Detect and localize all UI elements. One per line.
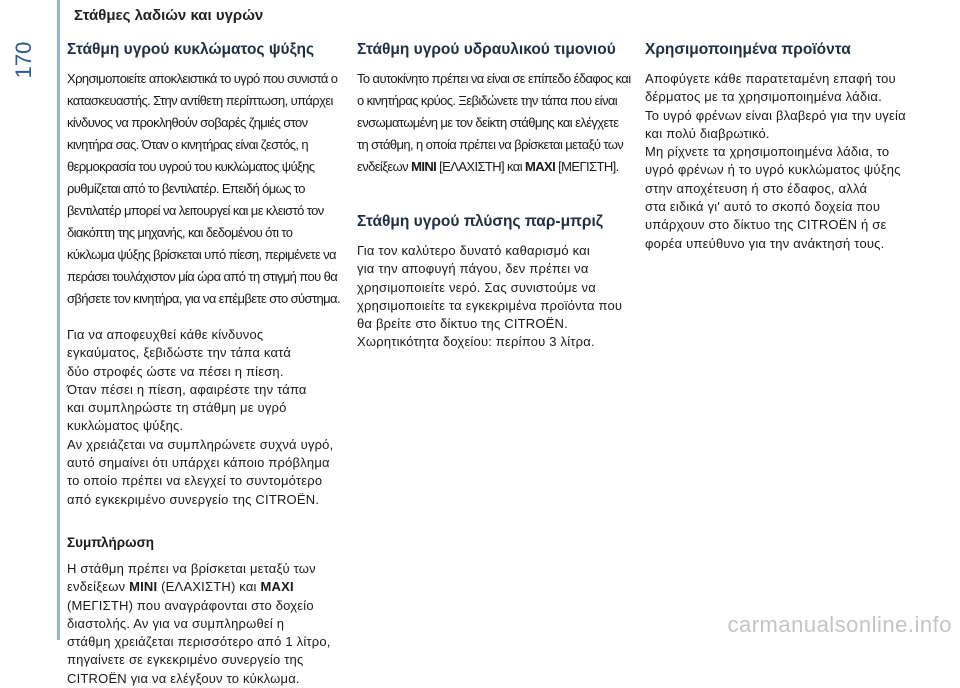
text-line: Αποφύγετε κάθε παρατεταμένη επαφή του <box>645 71 896 86</box>
text-line: Το υγρό φρένων είναι βλαβερό για την υγεία <box>645 107 906 123</box>
section-header: Στάθμες λαδιών και υγρών <box>74 7 264 24</box>
text-line: στην αποχέτευση ή στο έδαφος, αλλά <box>645 180 868 196</box>
coolant-title: Στάθμη υγρού κυκλώματος ψύξης <box>67 41 315 58</box>
text-line: θα βρείτε στο δίκτυο της CITROËN. <box>357 316 568 332</box>
text-line: τη στάθμη, η οποία πρέπει να βρίσκεται μεταξύ των <box>357 137 624 152</box>
text-line: και συμπληρώστε τη στάθμη με υγρό <box>67 400 287 416</box>
coolant-instructions <box>67 326 342 509</box>
text-line: εγκαύματος, ξεβιδώστε την τάπα κατά <box>67 345 292 361</box>
text-line: Όταν πέσει η πίεση, αφαιρέστε την τάπα <box>67 381 307 397</box>
topup-title: Συμπλήρωση <box>67 534 155 550</box>
page-number: 170 <box>11 41 36 79</box>
topup-text <box>67 560 342 688</box>
text-line: ενσωματωμένη με τον δείκτη στάθμης και ελέγχετε <box>357 115 619 130</box>
text-line: Το αυτοκίνητο πρέπει να είναι σε επίπεδο έδαφος και <box>357 71 631 86</box>
text-line: ο κινητήρας κρύος. Ξεβιδώνετε την τάπα που είναι <box>357 93 618 108</box>
text-line: στα ειδικά γι' αυτό το σκοπό δοχεία που <box>645 199 881 215</box>
text-line: και πολύ διαβρωτικό. <box>645 125 770 141</box>
text-line: (ΜΕΓΙΣΤΗ) που αναγράφονται στο δοχείο <box>67 597 314 613</box>
text-line: από εγκεκριμένο συνεργείο της CITROËN. <box>67 491 320 507</box>
column-used-products <box>645 40 935 253</box>
text-line: για την αποφυγή πάγου, δεν πρέπει να <box>357 261 589 277</box>
text-line: υπάρχουν στο δίκτυο της CITROËN ή σε <box>645 217 887 233</box>
column-coolant <box>67 40 342 688</box>
steering-body <box>357 68 637 178</box>
washer-body <box>357 242 637 352</box>
text-line: χρησιμοποιείτε τα εγκεκριμένα προϊόντα που <box>357 297 623 313</box>
watermark: carmanualsonline.info <box>727 612 952 637</box>
text-line: χρησιμοποιείτε νερό. Σας συνιστούμε να <box>357 279 596 295</box>
text-line: αυτό σημαίνει ότι υπάρχει κάποιο πρόβλημα <box>67 455 330 471</box>
used-products-title: Χρησιμοποιημένα προϊόντα <box>645 41 851 58</box>
text-line: υγρό φρένων ή το υγρό κυκλώματος ψύξης <box>645 162 901 178</box>
mini-mark: MINI <box>129 579 158 595</box>
text-line: πηγαίνετε σε εγκεκριμένο συνεργείο της <box>67 652 304 668</box>
text-line: ενδείξεων MINI (ΕΛΑΧΙΣΤΗ) και MAXI <box>67 579 294 595</box>
text-line: CITROËN για να ελέγξουν το κύκλωμα. <box>67 670 300 686</box>
text-line: το οποίο πρέπει να ελεγχεί το συντομότερο <box>67 473 323 489</box>
text-line: δέρματος με τα χρησιμοποιημένα λάδια. <box>645 89 882 105</box>
text-line: Αν χρειάζεται να συμπληρώνετε συχνά υγρό, <box>67 436 334 452</box>
sidebar-accent-line <box>57 0 60 640</box>
text-line: Η στάθμη πρέπει να βρίσκεται μεταξύ των <box>67 560 316 576</box>
text-line: φορέα υπεύθυνο για την ανάκτησή τους. <box>645 235 885 251</box>
text-line: Για να αποφευχθεί κάθε κίνδυνος <box>67 327 264 342</box>
mini-mark: MINI <box>411 159 437 174</box>
text-line: Χωρητικότητα δοχείου: περίπου 3 λίτρα. <box>357 334 595 350</box>
coolant-warning: Χρησιμοποιείτε αποκλειστικά το υγρό που συνιστά ο κατασκευαστής. Στην αντίθετη περίπτωση, υπάρχει κίνδυνος να προκληθούν σοβαρές ζημιές στον κινητήρα σας. Όταν ο κινητήρας είναι ζεστός, η θερμοκρασία του υγρού του κυκλώματος ψύξης ρυθμίζεται από το βεντιλατέρ. Επειδή όμως το βεντιλατέρ μπορεί να λειτουργεί και με κλειστό τον διακόπτη της μηχανής, και δεδομένου ότι το κύκλωμα ψύξης βρίσκεται υπό πίεση, περιμένετε να περάσει τουλάχιστον μία ώρα από τη στιγμή που θα σβήσετε τον κινητήρα, για να επέμβετε στο σύστημα. <box>67 71 340 306</box>
text-line: ενδείξεων MINI [ΕΛΑΧΙΣΤΗ] και MAXI [ΜΕΓΙΣΤΗ]. <box>357 159 619 174</box>
column-steering <box>357 40 637 352</box>
text-line: δύο στροφές ώστε να πέσει η πίεση. <box>67 363 284 379</box>
maxi-mark: MAXI <box>525 159 556 174</box>
steering-title: Στάθμη υγρού υδραυλικού τιμονιού <box>357 41 616 58</box>
text-line: Μη ρίχνετε τα χρησιμοποιημένα λάδια, το <box>645 144 890 160</box>
maxi-mark: MAXI <box>260 579 294 595</box>
text-line: στάθμη χρειάζεται περισσότερο από 1 λίτρο, <box>67 634 331 650</box>
text-line: διαστολής. Αν για να συμπληρωθεί η <box>67 615 285 631</box>
washer-title: Στάθμη υγρού πλύσης παρ-μπριζ <box>357 213 603 230</box>
text-line: Για τον καλύτερο δυνατό καθαρισμό και <box>357 243 590 258</box>
used-products-body <box>645 70 935 253</box>
text-line: κυκλώματος ψύξης. <box>67 418 184 434</box>
